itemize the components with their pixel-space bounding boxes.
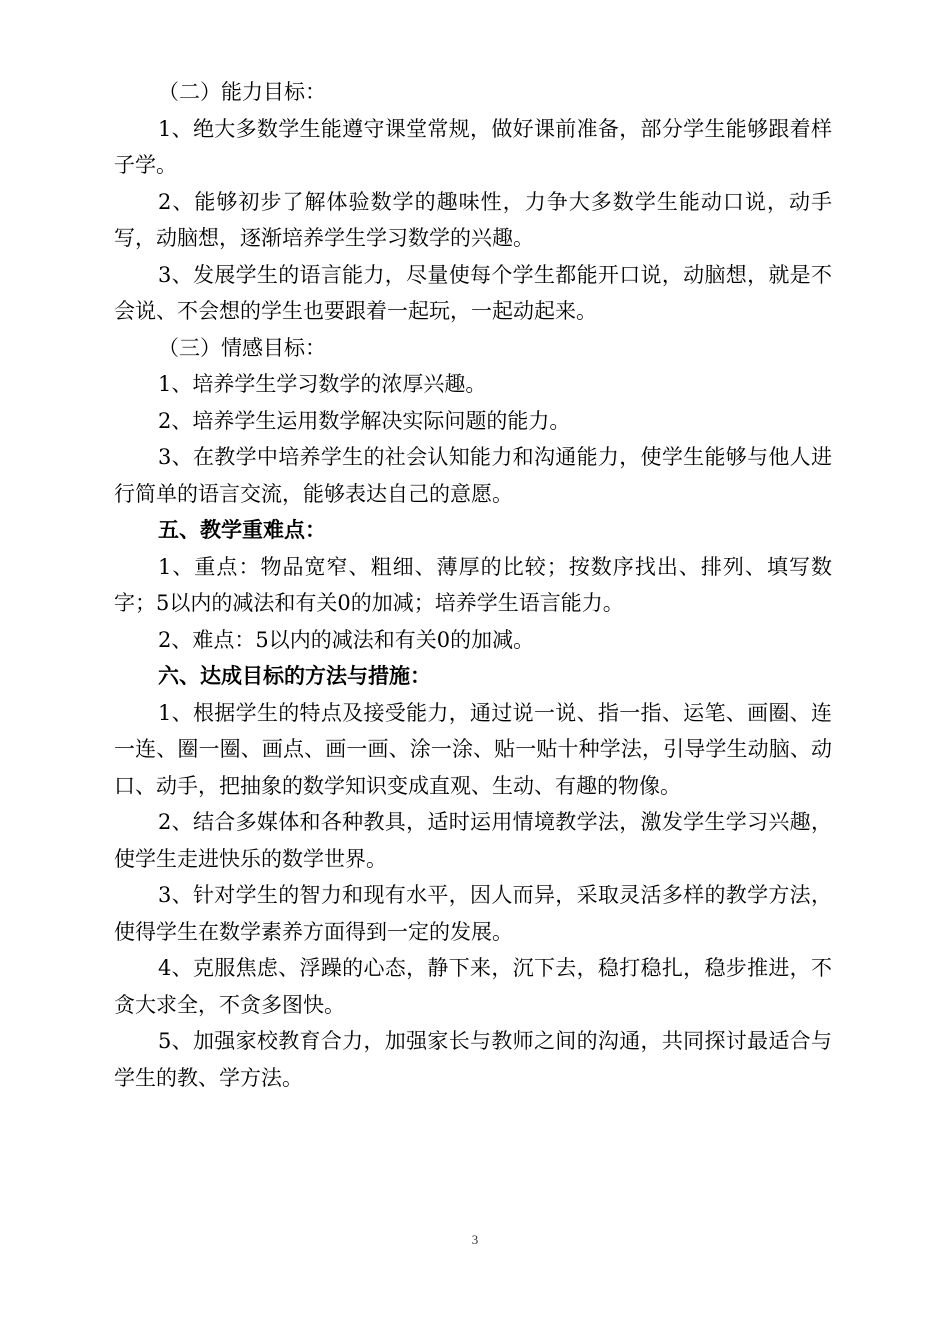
paragraph: 2、培养学生运用数学解决实际问题的能力。 <box>158 408 571 433</box>
paragraph: 2、难点：5以内的减法和有关0的加减。 <box>158 627 535 652</box>
paragraph: 3、发展学生的语言能力，尽量使每个学生都能开口说，动脑想，就是不会说、不会想的学生也要跟着一起玩，一起动起来。 <box>114 262 832 323</box>
paragraph: 1、绝大多数学生能遵守课堂常规，做好课前准备，部分学生能够跟着样子学。 <box>114 116 832 177</box>
paragraph: 3、在教学中培养学生的社会认知能力和沟通能力，使学生能够与他人进行简单的语言交流，能够表达自己的意愿。 <box>114 445 832 506</box>
document-body <box>114 74 832 1096</box>
paragraph: 3、针对学生的智力和现有水平，因人而异，采取灵活多样的教学方法，使得学生在数学素养方面得到一定的发展。 <box>114 883 832 944</box>
section-heading-key-points: 五、教学重难点： <box>158 517 326 542</box>
paragraph: 5、加强家校教育合力，加强家长与教师之间的沟通，共同探讨最适合与学生的教、学方法。 <box>114 1029 832 1090</box>
paragraph: 2、能够初步了解体验数学的趣味性，力争大多数学生能动口说，动手写，动脑想，逐渐培养学生学习数学的兴趣。 <box>114 189 832 250</box>
paragraph: 4、克服焦虑、浮躁的心态，静下来，沉下去，稳打稳扎，稳步推进，不贪大求全，不贪多图快。 <box>114 956 832 1017</box>
section-heading-methods: 六、达成目标的方法与措施： <box>158 663 431 688</box>
section-heading-emotion-goals: （三）情感目标： <box>158 335 326 360</box>
page-number: 3 <box>471 1232 479 1247</box>
paragraph: 1、培养学生学习数学的浓厚兴趣。 <box>158 372 487 396</box>
section-heading-ability-goals: （二）能力目标： <box>158 80 326 104</box>
paragraph: 1、重点：物品宽窄、粗细、薄厚的比较；按数序找出、排列、填写数字；5以内的减法和有关0的加减；培养学生语言能力。 <box>114 554 832 615</box>
paragraph: 1、根据学生的特点及接受能力，通过说一说、指一指、运笔、画圈、连一连、圈一圈、画点、画一画、涂一涂、贴一贴十种学法，引导学生动脑、动口、动手，把抽象的数学知识变成直观、生动、有趣的物像。 <box>114 700 832 798</box>
paragraph: 2、结合多媒体和各种教具，适时运用情境教学法，激发学生学习兴趣，使学生走进快乐的数学世界。 <box>114 810 832 871</box>
